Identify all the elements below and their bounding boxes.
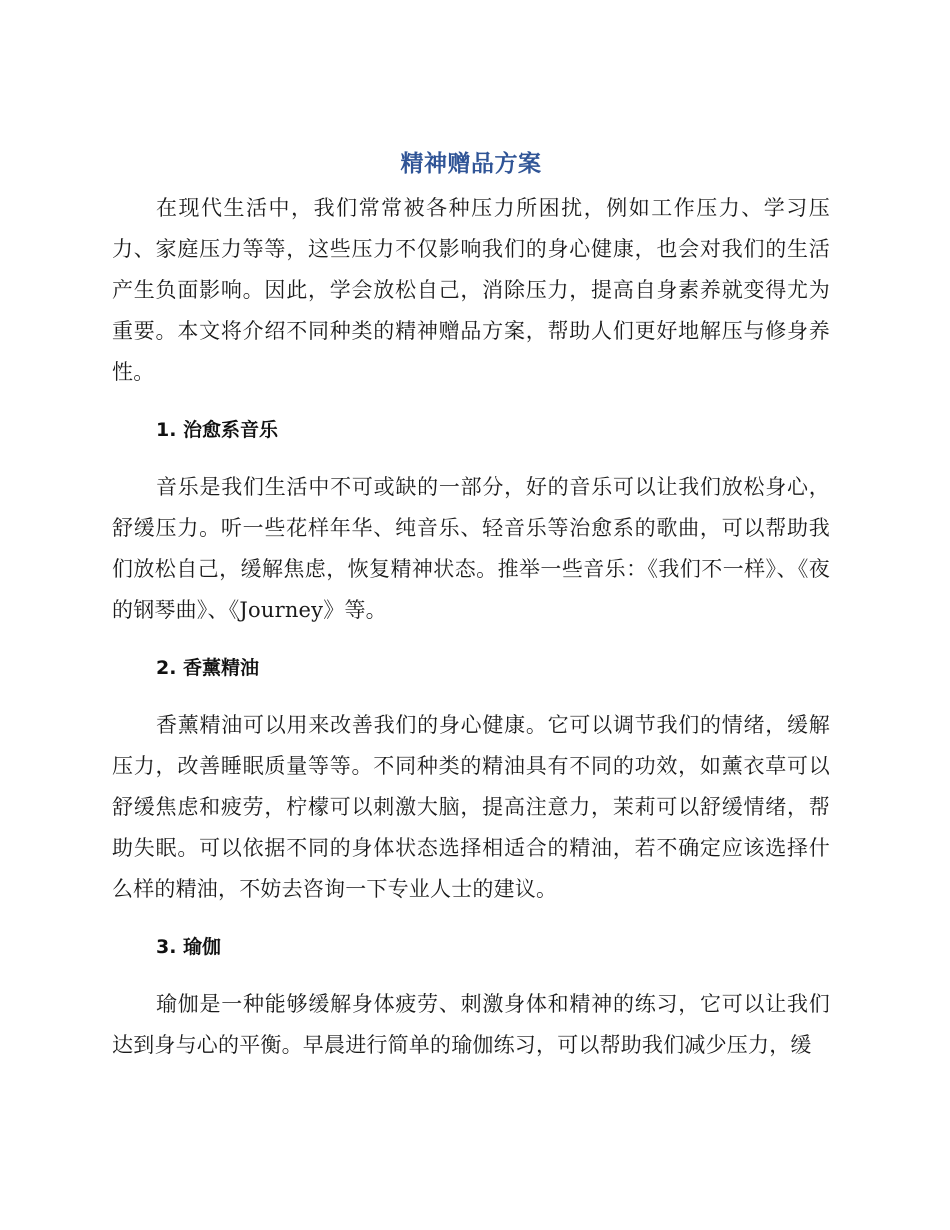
document-title: 精神赠品方案 xyxy=(400,151,542,177)
section-body-music: 音乐是我们生活中不可或缺的一部分，好的音乐可以让我们放松身心，舒缓压力。听一些花样年华、纯音乐、轻音乐等治愈系的歌曲，可以帮助我们放松自己，缓解焦虑，恢复精神状态。推举一些音乐：《我们不一样》、《夜的钢琴曲》、《Journey》等。 xyxy=(112,475,830,622)
intro-paragraph: 在现代生活中，我们常常被各种压力所困扰，例如工作压力、学习压力、家庭压力等等，这些压力不仅影响我们的身心健康，也会对我们的生活产生负面影响。因此，学会放松自己，消除压力，提高自身素养就变得尤为重要。本文将介绍不同种类的精神赠品方案，帮助人们更好地解压与修身养性。 xyxy=(112,196,830,384)
section-heading-music: 1. 治愈系音乐 xyxy=(156,419,279,441)
section-heading-yoga: 3. 瑜伽 xyxy=(156,936,222,958)
document-body xyxy=(112,140,830,1066)
section-body-essential-oil: 香薰精油可以用来改善我们的身心健康。它可以调节我们的情绪，缓解压力，改善睡眠质量等等。不同种类的精油具有不同的功效，如薰衣草可以舒缓焦虑和疲劳，柠檬可以刺激大脑，提高注意力，茉莉可以舒缓情绪，帮助失眠。可以依据不同的身体状态选择相适合的精油，若不确定应该选择什么样的精油，不妨去咨询一下专业人士的建议。 xyxy=(112,713,830,901)
section-body-yoga: 瑜伽是一种能够缓解身体疲劳、刺激身体和精神的练习，它可以让我们达到身与心的平衡。早晨进行简单的瑜伽练习，可以帮助我们减少压力，缓 xyxy=(112,992,830,1057)
section-heading-essential-oil: 2. 香薰精油 xyxy=(156,657,260,679)
